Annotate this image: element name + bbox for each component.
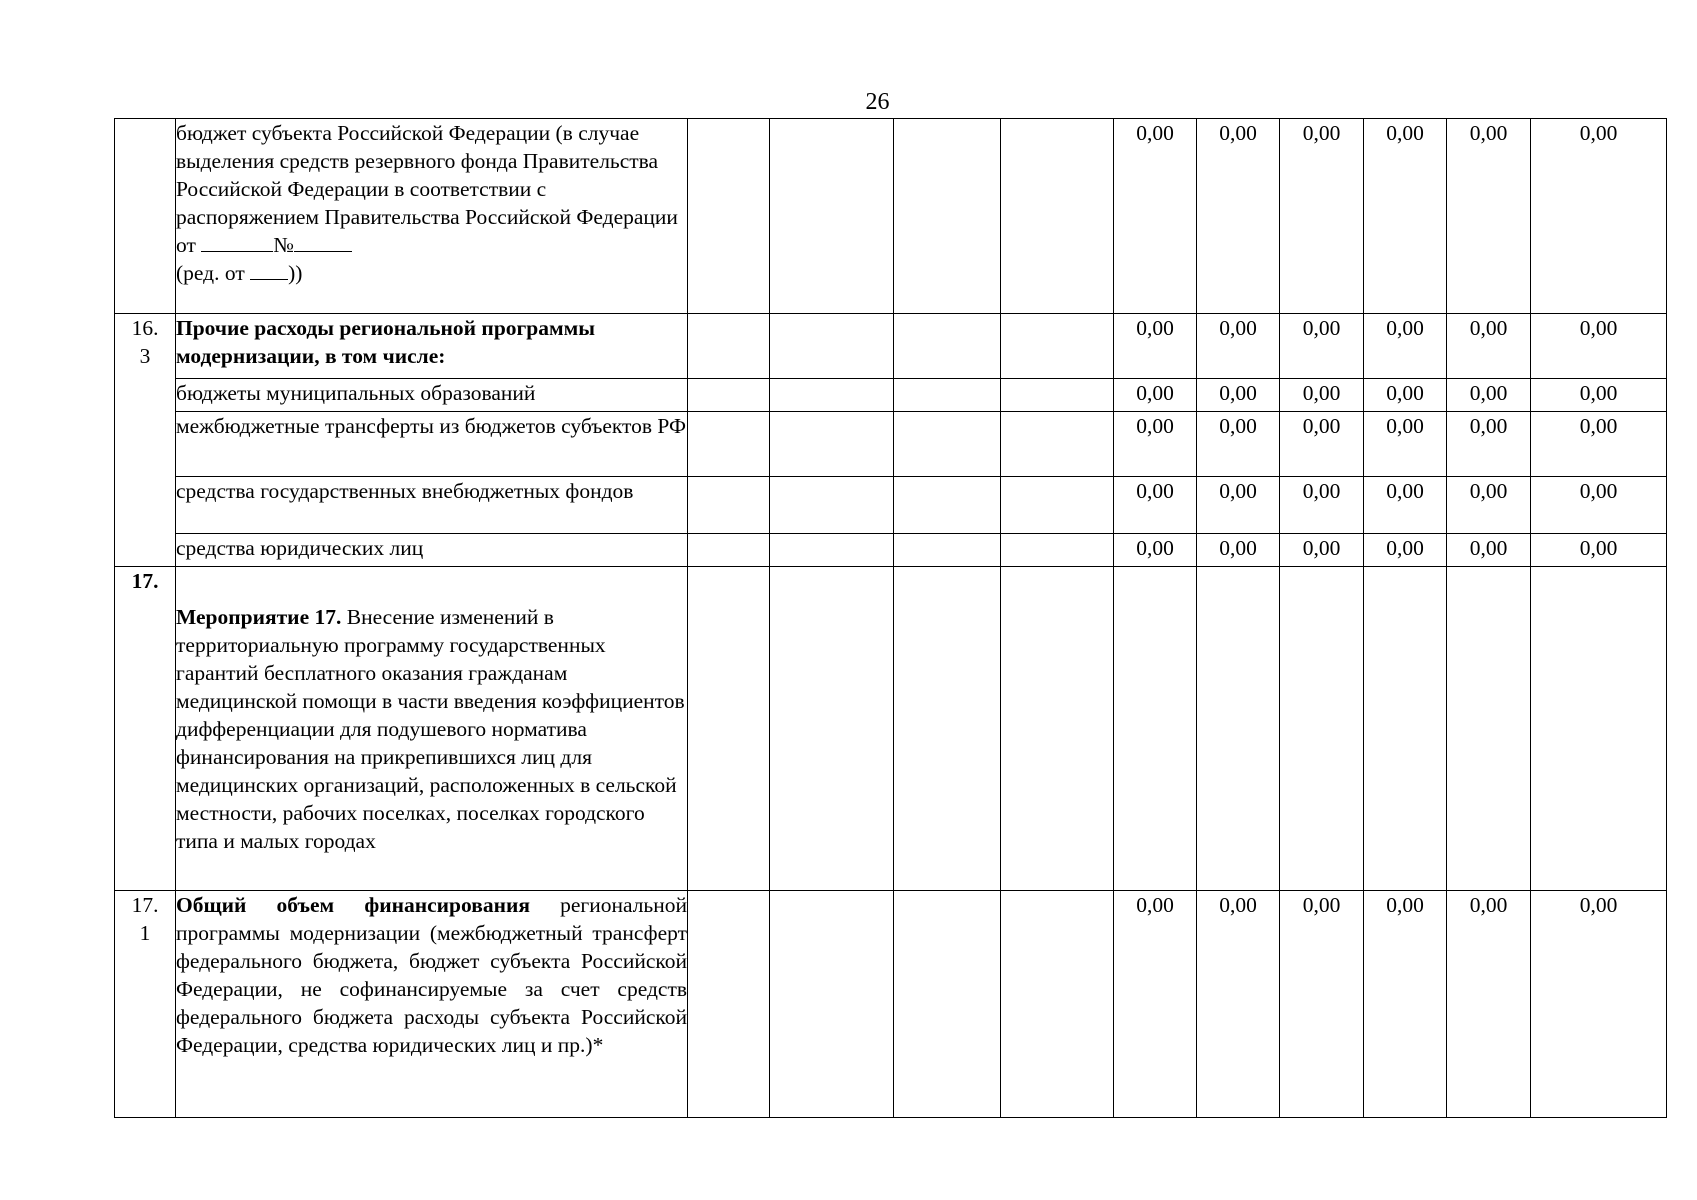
empty-cell: [688, 412, 770, 477]
value-cell: 0,00: [1531, 412, 1667, 477]
value-cell: 0,00: [1364, 314, 1447, 379]
value-cell: 0,00: [1280, 534, 1364, 567]
financing-table: [114, 118, 1667, 1118]
value-cell: 0,00: [1364, 477, 1447, 534]
blank-line: [294, 231, 352, 252]
value-cell: 0,00: [1531, 891, 1667, 1118]
value-cell: 0,00: [1114, 412, 1197, 477]
table-row: [115, 119, 1667, 314]
empty-cell: [894, 891, 1001, 1118]
value-cell: 0,00: [1280, 477, 1364, 534]
row-description: межбюджетные трансферты из бюджетов субъектов РФ: [176, 412, 688, 477]
empty-cell: [894, 314, 1001, 379]
value-cell: 0,00: [1114, 314, 1197, 379]
empty-cell: [688, 379, 770, 412]
empty-cell: [894, 379, 1001, 412]
value-cell: 0,00: [1197, 379, 1280, 412]
empty-cell: [1001, 534, 1114, 567]
value-cell: 0,00: [1447, 891, 1531, 1118]
empty-cell: [688, 891, 770, 1118]
row-description: бюджет субъекта Российской Федерации (в случае выделения средств резервного фонда Правительства Российской Федерации в соответствии с распоряжением Правительства Российской Федерации от № (ред. от )): [176, 119, 688, 314]
value-cell: 0,00: [1447, 477, 1531, 534]
empty-cell: [1280, 567, 1364, 891]
empty-cell: [688, 567, 770, 891]
value-cell: 0,00: [1447, 119, 1531, 314]
value-cell: 0,00: [1280, 314, 1364, 379]
value-cell: 0,00: [1197, 119, 1280, 314]
value-cell: 0,00: [1114, 119, 1197, 314]
empty-cell: [770, 567, 894, 891]
table-row: [115, 567, 1667, 891]
value-cell: 0,00: [1114, 379, 1197, 412]
row-description: Мероприятие 17. Внесение изменений в территориальную программу государственных гарантий бесплатного оказания гражданам медицинской помощи в части введения коэффициентов дифференциации для подушевого норматива финансирования на прикрепившихся лиц для медицинских организаций, расположенных в сельской местности, рабочих поселках, поселках городского типа и малых городах: [176, 567, 688, 891]
value-cell: 0,00: [1364, 119, 1447, 314]
table-row: [115, 412, 1667, 477]
row-number-cell: 17.: [115, 567, 176, 891]
empty-cell: [894, 567, 1001, 891]
empty-cell: [894, 477, 1001, 534]
value-cell: 0,00: [1531, 119, 1667, 314]
empty-cell: [1447, 567, 1531, 891]
table-row: [115, 477, 1667, 534]
row-description: Общий объем финансирования региональной программы модернизации (межбюджетный трансферт федерального бюджета, бюджет субъекта Российской Федерации, не софинансируемые за счет средств федерального бюджета расходы субъекта Российской Федерации, средства юридических лиц и пр.)*: [176, 891, 688, 1118]
empty-cell: [688, 477, 770, 534]
value-cell: 0,00: [1280, 119, 1364, 314]
value-cell: 0,00: [1531, 534, 1667, 567]
table-row: [115, 891, 1667, 1118]
table-row: [115, 534, 1667, 567]
value-cell: 0,00: [1364, 891, 1447, 1118]
empty-cell: [1001, 477, 1114, 534]
value-cell: 0,00: [1280, 412, 1364, 477]
empty-cell: [894, 119, 1001, 314]
value-cell: 0,00: [1531, 314, 1667, 379]
value-cell: 0,00: [1447, 534, 1531, 567]
empty-cell: [688, 534, 770, 567]
row-number-cell: 16. 3: [115, 314, 176, 567]
value-cell: 0,00: [1364, 412, 1447, 477]
blank-line: [201, 231, 273, 252]
empty-cell: [688, 119, 770, 314]
value-cell: 0,00: [1447, 314, 1531, 379]
value-cell: 0,00: [1280, 891, 1364, 1118]
empty-cell: [1114, 567, 1197, 891]
empty-cell: [770, 119, 894, 314]
value-cell: 0,00: [1364, 534, 1447, 567]
row-description: средства юридических лиц: [176, 534, 688, 567]
value-cell: 0,00: [1114, 477, 1197, 534]
value-cell: 0,00: [1197, 412, 1280, 477]
empty-cell: [770, 891, 894, 1118]
table-row: [115, 379, 1667, 412]
blank-line: [250, 259, 288, 280]
empty-cell: [770, 534, 894, 567]
value-cell: 0,00: [1531, 477, 1667, 534]
value-cell: 0,00: [1197, 891, 1280, 1118]
empty-cell: [688, 314, 770, 379]
empty-cell: [894, 534, 1001, 567]
empty-cell: [770, 412, 894, 477]
empty-cell: [1197, 567, 1280, 891]
value-cell: 0,00: [1114, 891, 1197, 1118]
empty-cell: [1364, 567, 1447, 891]
value-cell: 0,00: [1531, 379, 1667, 412]
empty-cell: [1001, 891, 1114, 1118]
empty-cell: [894, 412, 1001, 477]
empty-cell: [1531, 567, 1667, 891]
row-number-cell: [115, 119, 176, 314]
row-description: средства государственных внебюджетных фондов: [176, 477, 688, 534]
value-cell: 0,00: [1197, 477, 1280, 534]
empty-cell: [1001, 567, 1114, 891]
value-cell: 0,00: [1447, 412, 1531, 477]
empty-cell: [1001, 314, 1114, 379]
row-number-cell: 17. 1: [115, 891, 176, 1118]
value-cell: 0,00: [1114, 534, 1197, 567]
empty-cell: [770, 379, 894, 412]
row-description: бюджеты муниципальных образований: [176, 379, 688, 412]
value-cell: 0,00: [1280, 379, 1364, 412]
value-cell: 0,00: [1197, 534, 1280, 567]
empty-cell: [1001, 412, 1114, 477]
value-cell: 0,00: [1364, 379, 1447, 412]
page-number: 26: [865, 89, 890, 115]
empty-cell: [1001, 379, 1114, 412]
row-description: Прочие расходы региональной программы модернизации, в том числе:: [176, 314, 688, 379]
value-cell: 0,00: [1197, 314, 1280, 379]
empty-cell: [1001, 119, 1114, 314]
empty-cell: [770, 477, 894, 534]
value-cell: 0,00: [1447, 379, 1531, 412]
table-row: [115, 314, 1667, 379]
empty-cell: [770, 314, 894, 379]
